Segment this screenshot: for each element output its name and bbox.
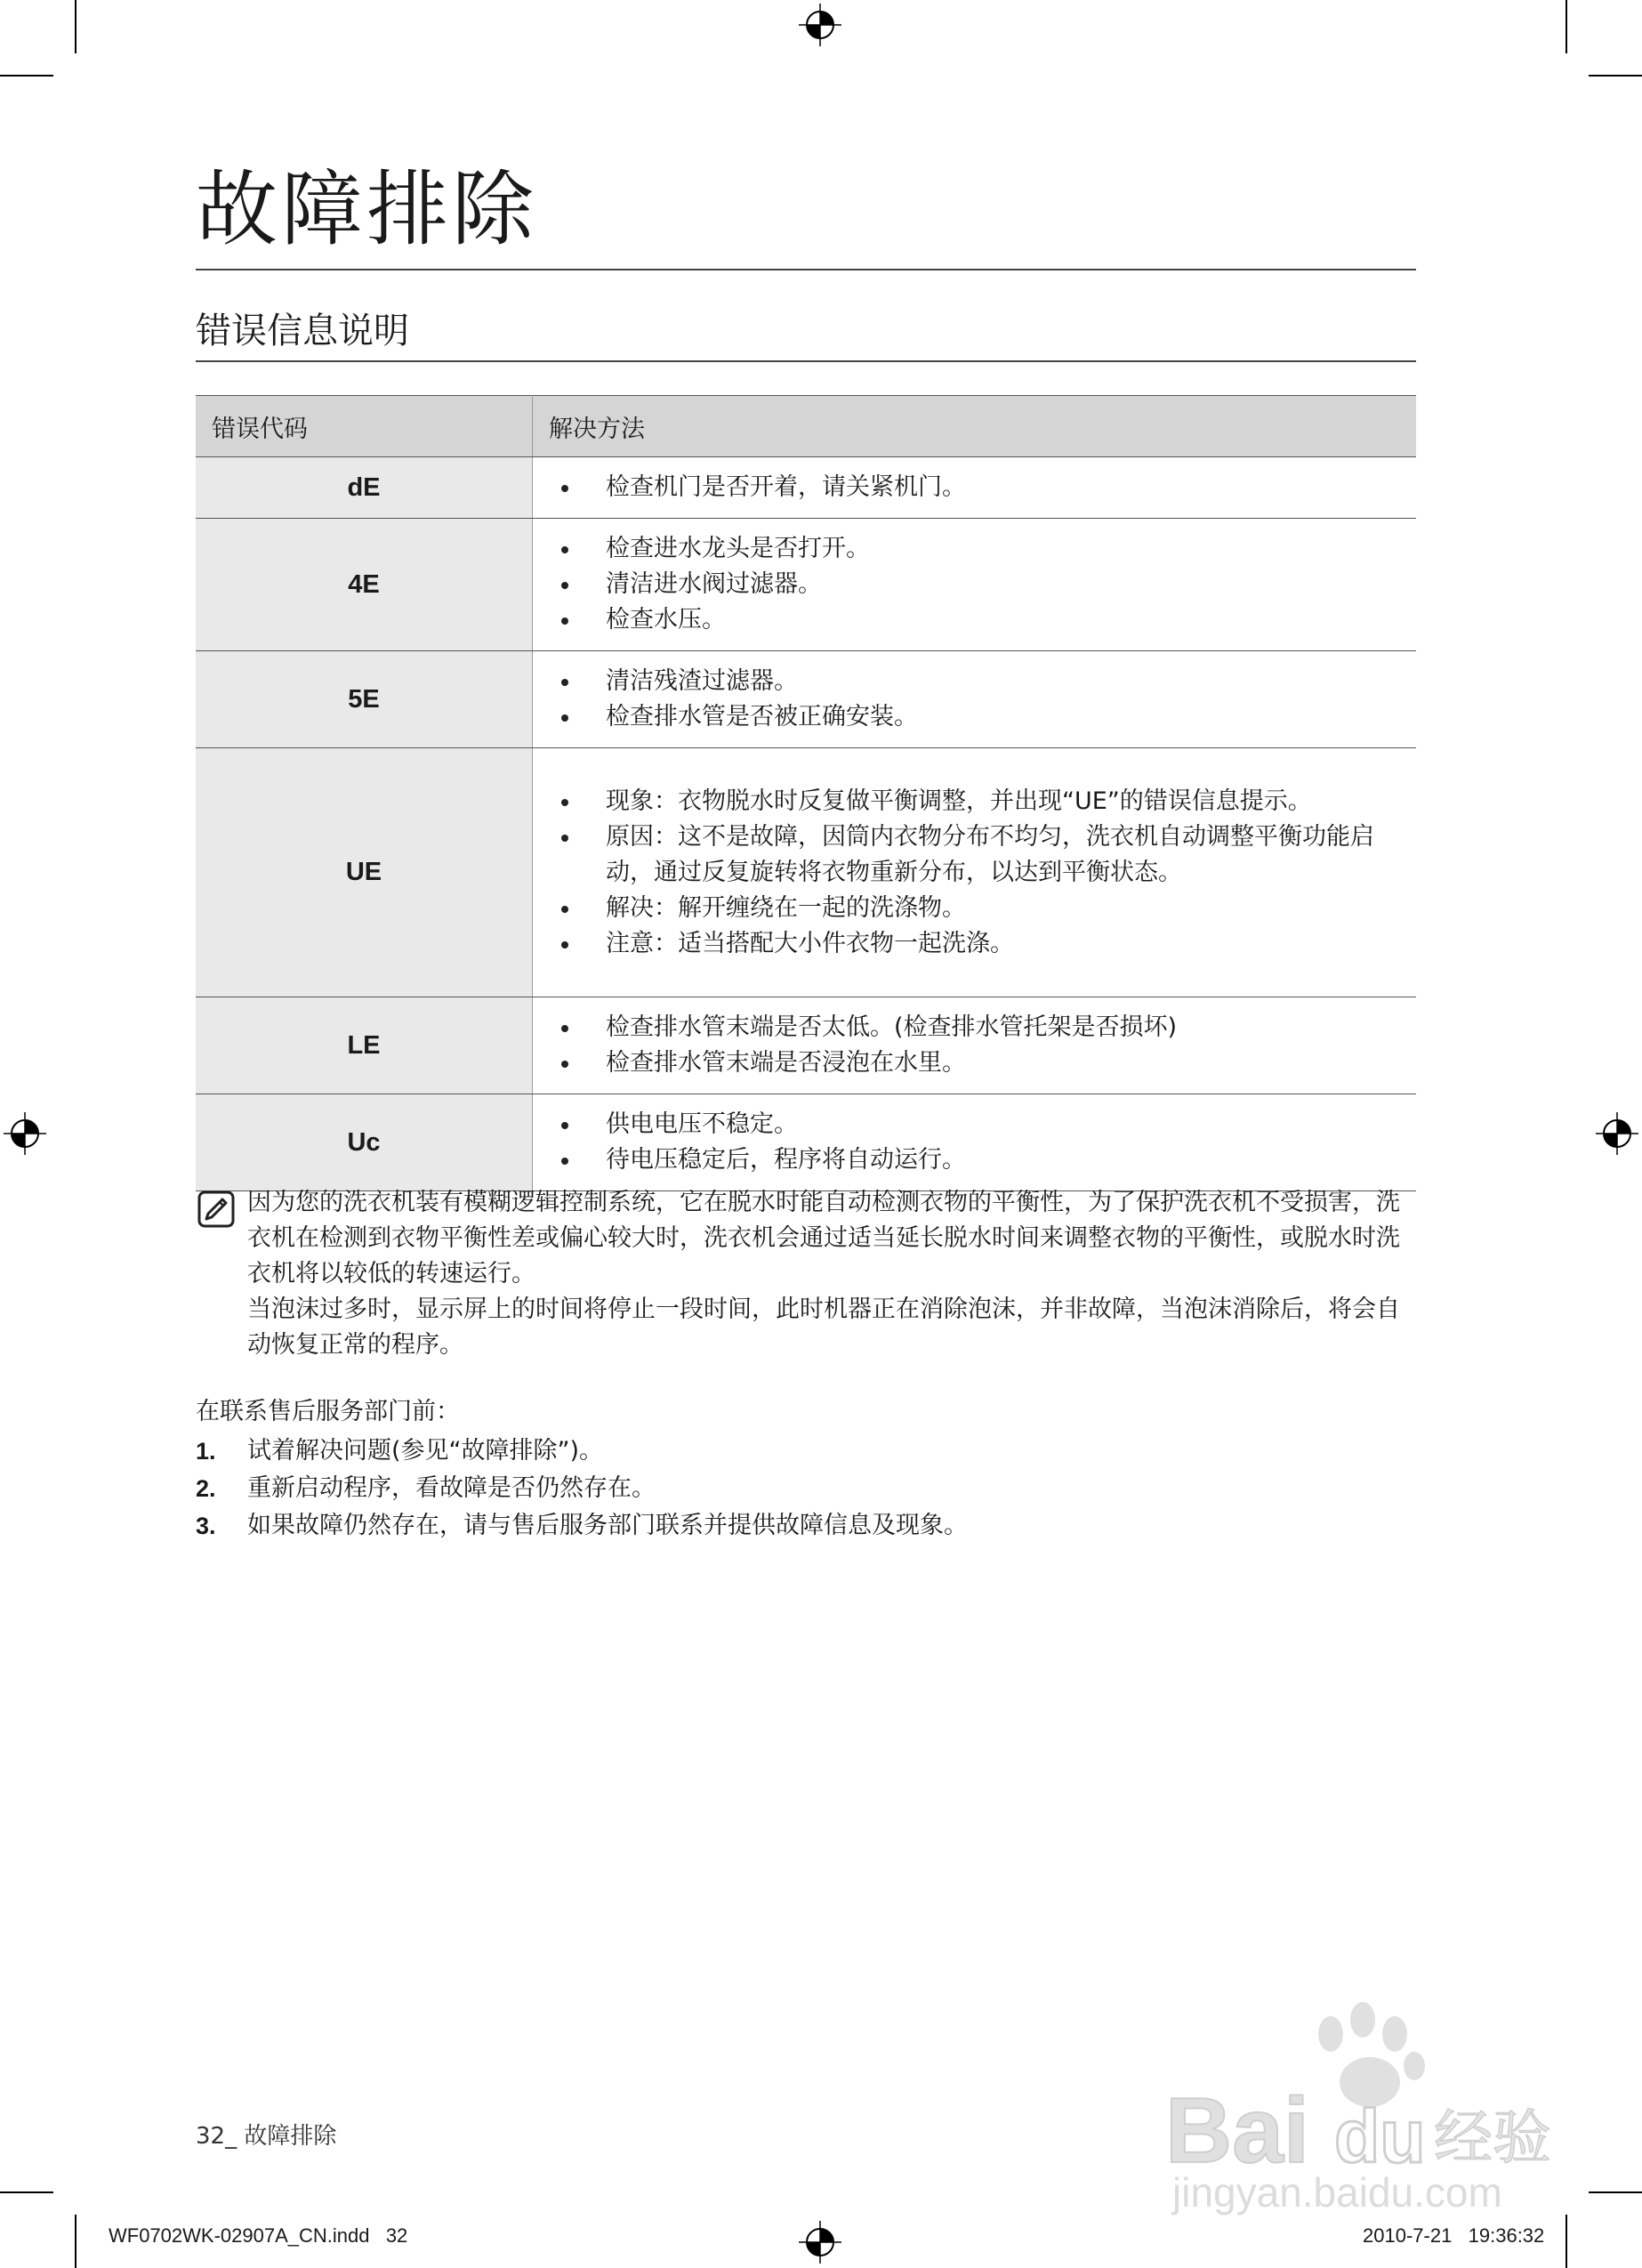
- list-item: 供电电压不稳定。: [554, 1107, 1398, 1142]
- watermark-brand: Bai: [1165, 2079, 1309, 2183]
- solution-cell: [533, 519, 1417, 651]
- list-item: 清洁残渣过滤器。: [554, 664, 1398, 699]
- solution-cell: [533, 651, 1417, 748]
- section-title: 错误信息说明: [196, 311, 409, 351]
- error-code: 4E: [196, 519, 533, 651]
- solution-cell: [533, 457, 1417, 519]
- list-item: 检查进水龙头是否打开。: [554, 531, 1398, 567]
- note-paragraph-2: 当泡沫过多时，显示屏上的时间将停止一段时间，此时机器正在消除泡沫，并非故障，当泡沫消除后，将会自动恢复正常的程序。: [247, 1295, 1400, 1359]
- crop-mark: [75, 0, 76, 53]
- column-header-code: 错误代码: [196, 396, 533, 457]
- error-code: 5E: [196, 651, 533, 748]
- column-header-solution: 解决方法: [533, 396, 1417, 457]
- indd-file-label: WF0702WK-02907A_CN.indd 32: [109, 2224, 408, 2247]
- error-code: LE: [196, 997, 533, 1094]
- list-item: 检查排水管末端是否浸泡在水里。: [554, 1045, 1398, 1081]
- baidu-jingyan-watermark: [1156, 1993, 1566, 2216]
- list-item: [196, 1507, 968, 1545]
- list-item: 原因：这不是故障，因筒内衣物分布不均匀，洗衣机自动调整平衡功能启动，通过反复旋转将衣物重新分布，以达到平衡状态。: [554, 819, 1402, 891]
- page-title: 故障排除: [196, 162, 538, 257]
- section-divider: [196, 360, 1416, 362]
- table-row: [196, 1094, 1416, 1191]
- list-item: [196, 1470, 968, 1507]
- error-code: dE: [196, 457, 533, 519]
- list-item: 检查排水管是否被正确安装。: [554, 699, 1398, 735]
- list-item: 检查机门是否开着，请关紧机门。: [554, 470, 1398, 505]
- crop-mark: [1589, 75, 1642, 77]
- title-divider: [196, 269, 1416, 270]
- registration-mark-icon: [1596, 1112, 1638, 1155]
- page-number-label: 32_ 故障排除: [196, 2123, 337, 2150]
- registration-mark-icon: [4, 1112, 46, 1155]
- before-service-steps: [196, 1433, 968, 1545]
- list-item: 解决：解开缠绕在一起的洗涤物。: [554, 891, 1402, 926]
- note-pencil-icon: [197, 1190, 235, 1228]
- step-text: 重新启动程序，看故障是否仍然存在。: [247, 1474, 656, 1502]
- step-number: 3.: [196, 1513, 216, 1539]
- error-code-table: [196, 395, 1416, 1191]
- print-datetime: 2010-7-21 19:36:32: [1363, 2224, 1545, 2247]
- registration-mark-icon: [799, 4, 841, 46]
- solution-cell: [533, 1094, 1417, 1191]
- table-row: [196, 997, 1416, 1094]
- crop-mark: [0, 75, 53, 77]
- step-text: 试着解决问题(参见“故障排除”)。: [247, 1437, 604, 1465]
- table-row: [196, 651, 1416, 748]
- list-item: 现象：衣物脱水时反复做平衡调整，并出现“UE”的错误信息提示。: [554, 784, 1402, 819]
- list-item: 清洁进水阀过滤器。: [554, 567, 1398, 602]
- watermark-url: jingyan.baidu.com: [1172, 2169, 1502, 2216]
- step-text: 如果故障仍然存在，请与售后服务部门联系并提供故障信息及现象。: [247, 1512, 968, 1539]
- before-service-intro: 在联系售后服务部门前：: [196, 1398, 460, 1425]
- crop-mark: [75, 2215, 76, 2268]
- error-code: Uc: [196, 1094, 533, 1191]
- table-row: [196, 748, 1416, 997]
- note-paragraph-1: 因为您的洗衣机装有模糊逻辑控制系统，它在脱水时能自动检测衣物的平衡性，为了保护洗衣机不受损害，洗衣机在检测到衣物平衡性差或偏心较大时，洗衣机会通过适当延长脱水时间来调整衣物的平衡性，或脱水时洗衣机将以较低的转速运行。: [247, 1189, 1400, 1287]
- list-item: 检查排水管末端是否太低。(检查排水管托架是否损坏): [554, 1010, 1398, 1045]
- watermark-brand-du: du: [1334, 2094, 1426, 2178]
- list-item: 检查水压。: [554, 602, 1398, 638]
- crop-mark: [1566, 0, 1567, 53]
- list-item: 注意：适当搭配大小件衣物一起洗涤。: [554, 926, 1402, 962]
- watermark-suffix: 经验: [1434, 2103, 1551, 2172]
- solution-cell: [533, 997, 1417, 1094]
- error-code: UE: [196, 748, 533, 997]
- table-row: [196, 457, 1416, 519]
- table-header-row: [196, 396, 1416, 457]
- registration-mark-icon: [799, 2221, 841, 2264]
- crop-mark: [1589, 2191, 1642, 2193]
- crop-mark: [1566, 2215, 1567, 2268]
- solution-cell: [533, 748, 1417, 997]
- crop-mark: [0, 2191, 53, 2193]
- table-row: [196, 519, 1416, 651]
- step-number: 2.: [196, 1475, 216, 1502]
- step-number: 1.: [196, 1438, 216, 1465]
- list-item: 待电压稳定后，程序将自动运行。: [554, 1142, 1398, 1178]
- list-item: [196, 1433, 968, 1470]
